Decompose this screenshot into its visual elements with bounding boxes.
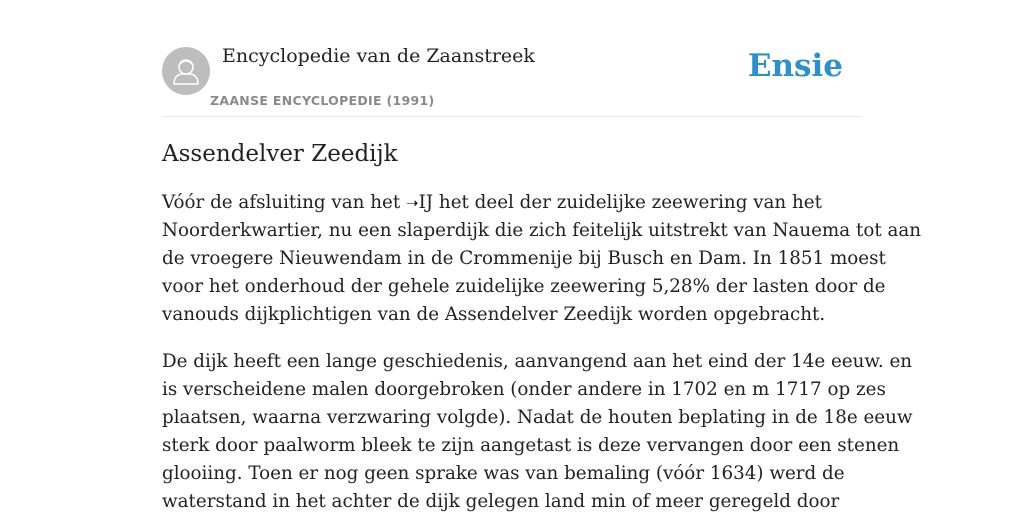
publication-title[interactable]: Encyclopedie van de Zaanstreek: [222, 45, 535, 67]
paragraph-line: glooiing. Toen er nog geen sprake was van bemaling (vóór 1634) werd de: [162, 463, 845, 484]
paragraph-line: sterk door paalworm bleek te zijn aangetast is deze vervangen door een stenen: [162, 435, 900, 456]
ensie-logo-link[interactable]: Ensie: [747, 48, 843, 84]
text-segment: Vóór de afsluiting van het: [162, 192, 406, 213]
cross-reference-label: IJ: [418, 192, 434, 213]
cross-reference-link-ij[interactable]: [406, 192, 433, 213]
publication-header: [162, 0, 862, 117]
article-paragraph-2: [162, 348, 913, 512]
paragraph-line: De dijk heeft een lange geschiedenis, aanvangend aan het eind der 14e eeuw. en: [162, 351, 913, 372]
paragraph-line: Noorderkwartier, nu een slaperdijk die zich feitelijk uitstrekt van Nauema tot aan: [162, 220, 922, 241]
text-segment: het deel der zuidelijke zeewering van het: [433, 192, 822, 213]
publication-subtitle: ZAANSE ENCYCLOPEDIE (1991): [210, 93, 435, 108]
avatar[interactable]: [162, 47, 210, 95]
arrow-right-icon: ➝: [405, 194, 419, 212]
paragraph-line: plaatsen, waarna verzwaring volgde). Nadat de houten beplating in de 18e eeuw: [162, 407, 913, 428]
paragraph-line: voor het onderhoud der gehele zuidelijke zeewering 5,28% der lasten door de: [162, 276, 886, 297]
article-title: Assendelver Zeedijk: [162, 141, 398, 167]
paragraph-line: vanouds dijkplichtigen van de Assendelver Zeedijk worden opgebracht.: [162, 304, 826, 325]
paragraph-line: de vroegere Nieuwendam in de Crommenije bij Busch en Dam. In 1851 moest: [162, 248, 886, 269]
paragraph-line: is verscheidene malen doorgebroken (onder andere in 1702 en m 1717 op zes: [162, 379, 886, 400]
article-paragraph-1: [162, 189, 922, 329]
article-container: [162, 0, 922, 512]
user-icon: [162, 47, 210, 95]
paragraph-line: waterstand in het achter de dijk gelegen land min of meer geregeld door: [162, 491, 840, 512]
paragraph-line: [162, 189, 862, 217]
